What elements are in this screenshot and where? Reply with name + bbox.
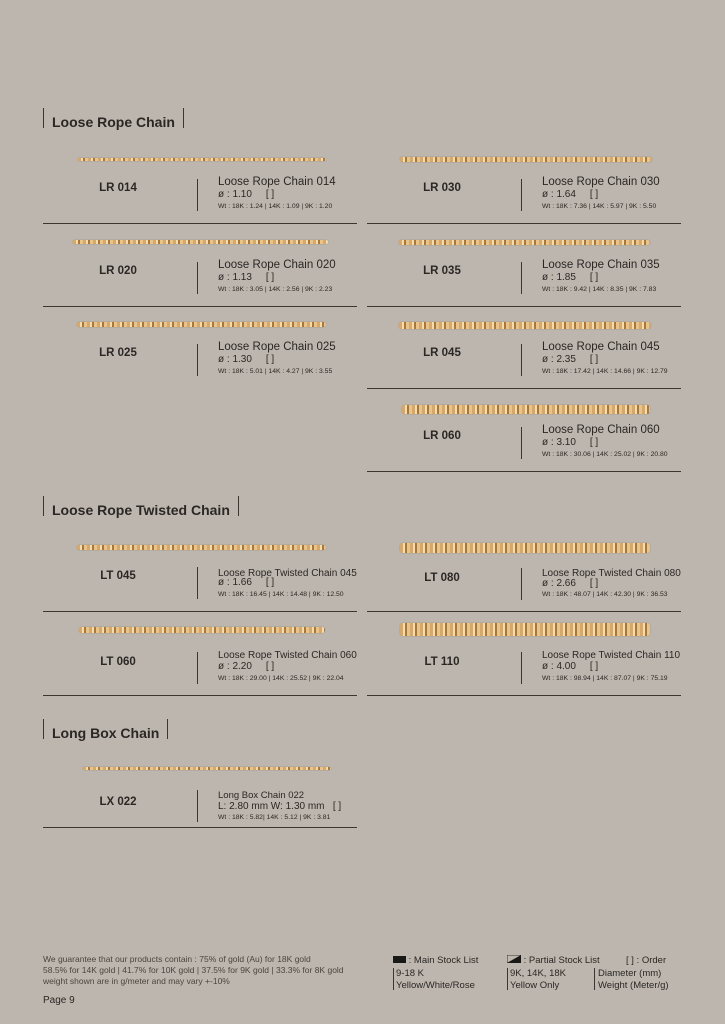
legend-main-karat: 9-18 K	[396, 968, 424, 979]
chain-image	[399, 322, 651, 329]
product-code: LX 022	[99, 796, 137, 808]
order-box: [ ]	[265, 354, 275, 365]
legend-diameter: Diameter (mm)	[598, 968, 662, 979]
product-code: LT 080	[424, 572, 460, 584]
product-name: Loose Rope Twisted Chain 080	[542, 568, 681, 579]
product-weight: Wt : 18K : 3.05 | 14K : 2.56 | 9K : 2.23	[218, 286, 333, 293]
product-diameter: ø : 1.64 [ ]	[542, 189, 599, 200]
product-item-lr014	[43, 157, 357, 241]
chain-image	[83, 767, 331, 770]
product-diameter: ø : 1.66 [ ]	[218, 577, 275, 588]
product-item-lt110	[367, 623, 681, 707]
product-name: Loose Rope Twisted Chain 045	[218, 568, 357, 579]
chain-image	[79, 627, 325, 633]
product-name: Loose Rope Chain 014	[218, 176, 336, 188]
product-name: Loose Rope Chain 025	[218, 341, 336, 353]
product-diameter: ø : 1.30 [ ]	[218, 354, 275, 365]
product-diameter: ø : 2.66 [ ]	[542, 578, 599, 589]
legend-order: [ ] : Order	[626, 955, 667, 966]
order-box: [ ]	[589, 578, 599, 589]
order-box: [ ]	[589, 189, 599, 200]
product-diameter: ø : 1.10 [ ]	[218, 189, 275, 200]
product-weight: Wt : 18K : 48.07 | 14K : 42.30 | 9K : 36.53	[542, 591, 668, 598]
section-title-long-box: Long Box Chain	[43, 724, 168, 742]
product-item-lr060	[367, 405, 681, 489]
product-code: LR 020	[99, 265, 137, 277]
partial-stock-icon	[507, 955, 521, 963]
product-code: LR 060	[423, 430, 461, 442]
product-name: Loose Rope Chain 020	[218, 259, 336, 271]
order-box: [ ]	[332, 801, 342, 812]
chain-image	[400, 623, 650, 636]
gold-guarantee-text: We guarantee that our products contain : 75% of gold (Au) for 18K gold 58.5% for 14K gold | 41.7% for 10K gold | 37.5% for 9K gold | 33.3% for 8K gold weight shown are in g/meter and may vary +-10%	[43, 954, 344, 986]
product-name: Long Box Chain 022	[218, 790, 305, 801]
chain-image	[402, 405, 650, 414]
product-item-lr035	[367, 240, 681, 324]
product-item-lr020	[43, 240, 357, 324]
chain-image	[73, 240, 328, 244]
order-box: [ ]	[265, 661, 275, 672]
legend-main-colors: Yellow/White/Rose	[396, 980, 475, 991]
legend-main-stock: : Main Stock List	[393, 955, 478, 966]
legend-partial-karat: 9K, 14K, 18K	[510, 968, 566, 979]
product-item-lx022	[43, 767, 357, 851]
product-weight: Wt : 18K : 5.82| 14K : 5.12 | 9K : 3.81	[218, 814, 331, 821]
legend-partial-stock: : Partial Stock List	[507, 955, 600, 966]
product-item-lr030	[367, 157, 681, 241]
chain-image	[400, 157, 652, 162]
product-name: Loose Rope Twisted Chain 060	[218, 650, 357, 661]
order-box: [ ]	[589, 354, 599, 365]
product-item-lt060	[43, 627, 357, 711]
product-diameter: ø : 4.00 [ ]	[542, 661, 599, 672]
order-box: [ ]	[589, 437, 599, 448]
product-name: Loose Rope Chain 035	[542, 259, 660, 271]
product-code: LR 030	[423, 182, 461, 194]
product-weight: Wt : 18K : 7.36 | 14K : 5.97 | 9K : 5.50	[542, 203, 657, 210]
order-box: [ ]	[589, 661, 599, 672]
section-title-loose-rope-twisted: Loose Rope Twisted Chain	[43, 501, 239, 519]
order-box: [ ]	[265, 272, 275, 283]
product-weight: Wt : 18K : 5.01 | 14K : 4.27 | 9K : 3.55	[218, 368, 333, 375]
chain-image	[78, 158, 326, 161]
product-name: Loose Rope Twisted Chain 110	[542, 650, 681, 661]
product-item-lt080	[367, 543, 681, 627]
legend-partial-colors: Yellow Only	[510, 980, 560, 991]
product-weight: Wt : 18K : 17.42 | 14K : 14.66 | 9K : 12.79	[542, 368, 668, 375]
chain-image	[77, 322, 326, 327]
product-diameter: L: 2.80 mm W: 1.30 mm [ ]	[218, 801, 342, 812]
chain-image	[77, 545, 326, 550]
product-diameter: ø : 2.20 [ ]	[218, 661, 275, 672]
product-weight: Wt : 18K : 1.24 | 14K : 1.09 | 9K : 1.20	[218, 203, 333, 210]
product-item-lt045	[43, 545, 357, 629]
product-code: LR 035	[423, 265, 461, 277]
product-name: Loose Rope Chain 030	[542, 176, 660, 188]
chain-image	[399, 240, 650, 245]
order-box: [ ]	[265, 577, 275, 588]
section-title-loose-rope: Loose Rope Chain	[43, 113, 184, 131]
product-weight: Wt : 18K : 98.94 | 14K : 87.07 | 9K : 75.19	[542, 675, 668, 682]
product-code: LR 014	[99, 182, 137, 194]
product-diameter: ø : 3.10 [ ]	[542, 437, 599, 448]
product-weight: Wt : 18K : 9.42 | 14K : 8.35 | 9K : 7.83	[542, 286, 657, 293]
product-name: Loose Rope Chain 045	[542, 341, 660, 353]
product-diameter: ø : 2.35 [ ]	[542, 354, 599, 365]
product-weight: Wt : 18K : 30.06 | 14K : 25.02 | 9K : 20.80	[542, 451, 668, 458]
product-weight: Wt : 18K : 29.00 | 14K : 25.52 | 9K : 22.04	[218, 675, 344, 682]
product-code: LT 110	[424, 656, 460, 668]
product-code: LR 025	[99, 347, 137, 359]
product-diameter: ø : 1.13 [ ]	[218, 272, 275, 283]
product-name: Loose Rope Chain 060	[542, 424, 660, 436]
chain-image	[400, 543, 650, 553]
main-stock-icon	[393, 956, 406, 963]
order-box: [ ]	[589, 272, 599, 283]
product-weight: Wt : 18K : 16.45 | 14K : 14.48 | 9K : 12.50	[218, 591, 344, 598]
order-box: [ ]	[265, 189, 275, 200]
product-item-lr045	[367, 322, 681, 406]
product-diameter: ø : 1.85 [ ]	[542, 272, 599, 283]
product-item-lr025	[43, 322, 357, 406]
product-code: LT 045	[100, 570, 136, 582]
product-code: LR 045	[423, 347, 461, 359]
legend-weight: Weight (Meter/g)	[598, 980, 669, 991]
page-number: Page 9	[43, 995, 75, 1006]
product-code: LT 060	[100, 656, 136, 668]
